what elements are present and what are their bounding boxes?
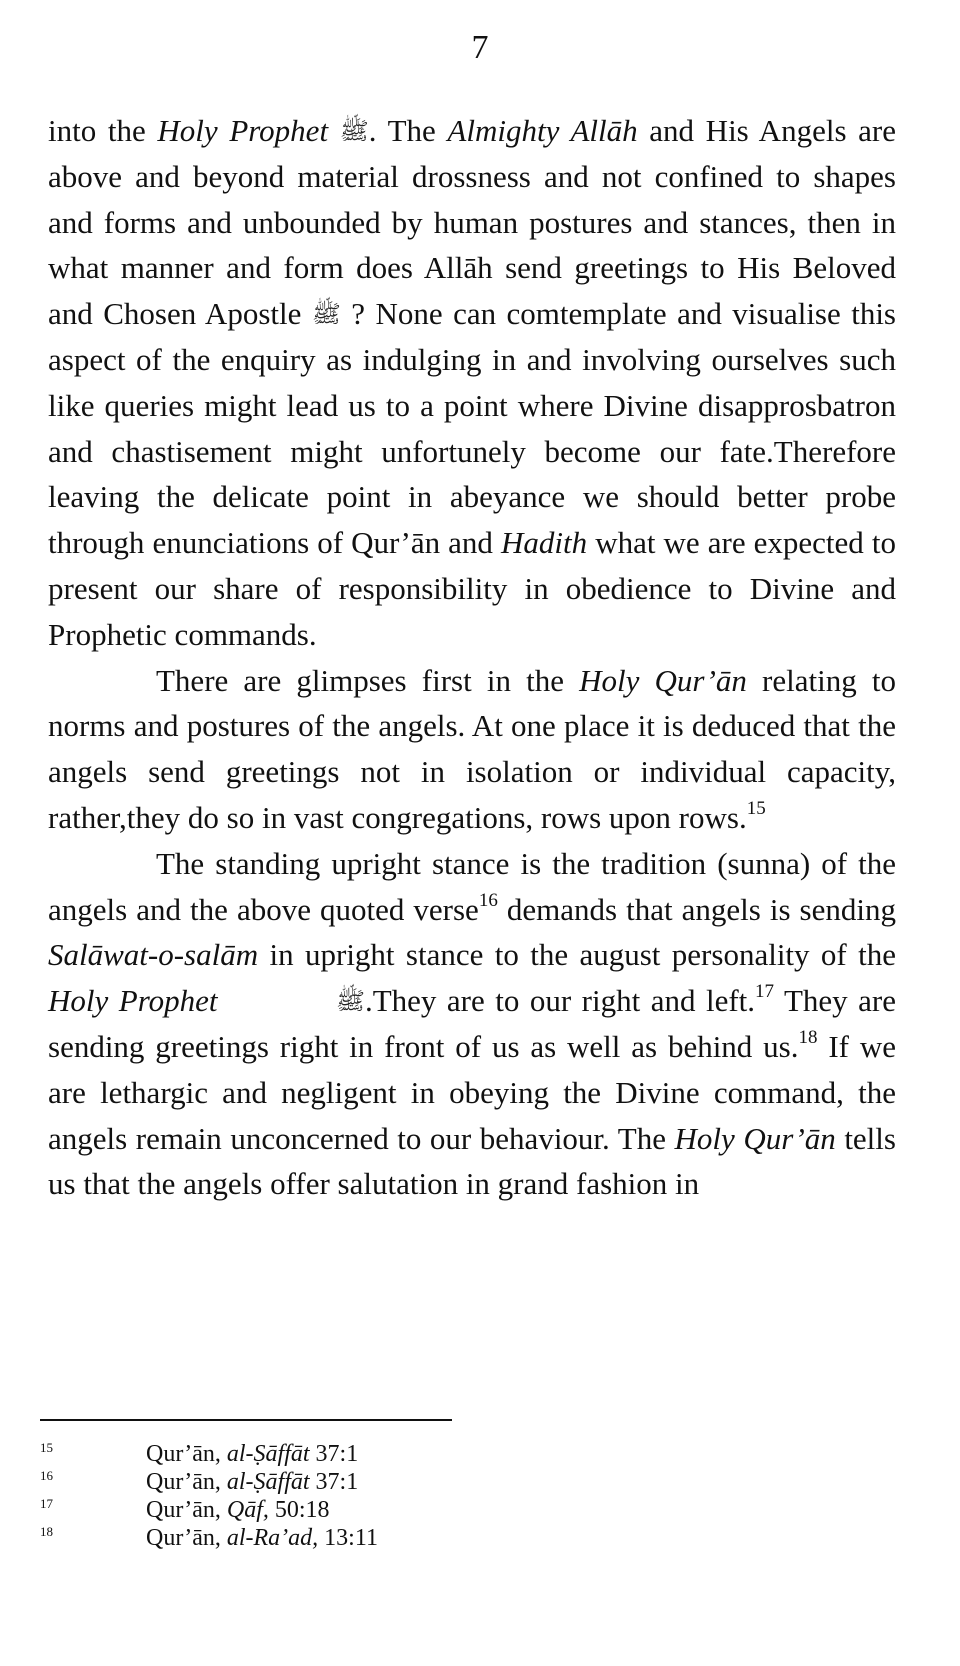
- footnote-item: [40, 1524, 640, 1552]
- footnote-source: Qur’ān,: [146, 1441, 227, 1467]
- honorific-icon: ﷺ: [335, 989, 365, 1016]
- footnote-text: [146, 1496, 330, 1524]
- italic-term: Salāwat-o-salām: [48, 937, 259, 973]
- text-run: and His Angels are above and beyond material drossness and not confined to shapes and forms and unbounded by human postures and stances, then in what manner and form does Allāh send greetings to His Beloved and Chosen Apostle: [48, 113, 897, 332]
- footnote-surah: al-Ṣāffāt: [226, 1441, 310, 1467]
- footnote-number: 16: [40, 1468, 53, 1483]
- footnote-ref: 18: [798, 1026, 818, 1048]
- italic-term: Hadith: [501, 525, 588, 561]
- footnote-ref: 17: [755, 981, 775, 1003]
- footnote-source: Qur’ān,: [146, 1525, 227, 1551]
- footnote-text: [146, 1440, 358, 1468]
- text-run: If we are lethargic and negligent in obeying the Divine command, the angels remain unconcerned to our behaviour. The: [48, 1028, 896, 1156]
- footnote-source: Qur’ān,: [146, 1469, 227, 1495]
- footnote-source: Qur’ān,: [146, 1497, 227, 1523]
- text-run: . The: [368, 113, 448, 148]
- italic-term: Holy Prophet: [157, 113, 329, 148]
- footnote-number: 15: [40, 1440, 53, 1455]
- footnote-text: [146, 1468, 358, 1496]
- footnote-ref: 16: [478, 889, 498, 911]
- text-run: tells us that the angels offer salutation in grand fashion in: [48, 1120, 896, 1202]
- footnote-verse: 50:18: [268, 1497, 330, 1523]
- text-run: what we are expected to present our share of responsibility in obedience to Divine and Prophetic commands.: [48, 525, 896, 652]
- footnote-ref: 15: [746, 797, 766, 819]
- footnote-number: 18: [40, 1524, 53, 1539]
- italic-term: Holy Prophet: [48, 983, 218, 1019]
- text-run: into the: [48, 113, 158, 148]
- text-run: in upright stance to the august personality of the: [258, 937, 896, 973]
- footnote-divider: [40, 1419, 452, 1421]
- footnote-item: [40, 1496, 640, 1524]
- text-run: They are sending greetings right in front of us as well as behind us.: [48, 983, 897, 1064]
- text-run: The standing upright stance is the tradition (sunna) of the angels and the above quoted verse: [48, 845, 896, 927]
- footnote-surah: al-Ra’ad,: [226, 1525, 319, 1551]
- paragraph-3: [48, 841, 896, 1207]
- italic-term: Almighty Allāh: [447, 113, 638, 148]
- paragraph-2: [48, 658, 896, 841]
- text-run: ? None can comtemplate and visualise this aspect of the enquiry as indulging in and involving ourselves such like queries might lead us to a point where Divine disapprosbatron and chastisement might unfortunely become our fate.Therefore leaving the delicate point in abeyance we should better probe through enunciations of Qur’ān and: [48, 296, 896, 561]
- text-run: There are glimpses first in the: [156, 662, 580, 698]
- footnotes: [40, 1440, 640, 1552]
- footnote-verse: 37:1: [309, 1469, 359, 1495]
- text-run: relating to norms and postures of the angels. At one place it is deduced that the angels send greetings not in isolation or individual capacity, rather,they do so in vast congregations, rows upon rows.: [48, 662, 896, 835]
- honorific-icon: ﷺ: [311, 302, 341, 329]
- footnote-verse: 37:1: [309, 1441, 359, 1467]
- body-text: [48, 108, 896, 1207]
- text-run: demands that angels is sending: [497, 891, 896, 927]
- italic-term: Holy Qur’ān: [579, 662, 747, 698]
- page-number: 7: [471, 29, 489, 66]
- footnote-surah: Qāf,: [226, 1497, 269, 1523]
- footnote-item: [40, 1468, 640, 1496]
- footnote-verse: 13:11: [318, 1525, 378, 1551]
- italic-term: Holy Qur’ān: [674, 1120, 836, 1156]
- footnote-number: 17: [40, 1496, 53, 1511]
- footnote-item: [40, 1440, 640, 1468]
- footnote-surah: al-Ṣāffāt: [226, 1469, 310, 1495]
- footnote-text: [146, 1524, 378, 1552]
- paragraph-1: [48, 108, 896, 658]
- text-run: .They are to our right and left.: [364, 983, 756, 1019]
- honorific-icon: ﷺ: [339, 119, 369, 145]
